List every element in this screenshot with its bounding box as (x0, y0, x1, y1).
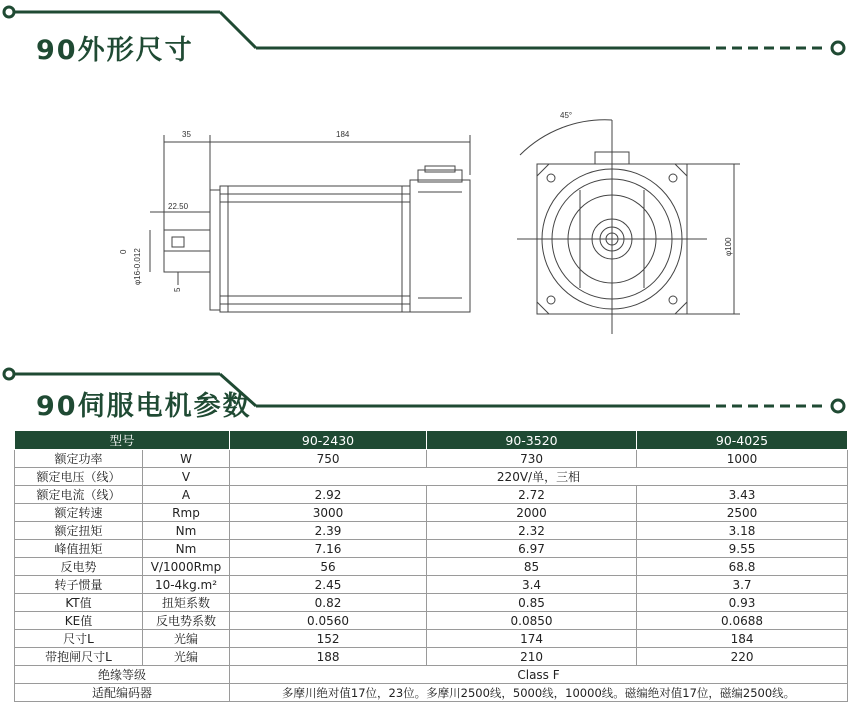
table-row (15, 522, 848, 540)
table-row (15, 450, 848, 468)
param-value: 152 (230, 630, 427, 648)
dim-184-label: 184 (336, 130, 350, 139)
param-value: 2000 (427, 504, 637, 522)
param-name: 转子惯量 (15, 576, 143, 594)
param-unit: Nm (143, 522, 230, 540)
dim-shaft-label: φ16-0.012 (133, 248, 142, 285)
section-title: 90外形尺寸 (36, 35, 194, 66)
param-value: 220V/单，三相 (230, 468, 848, 486)
param-unit: 反电势系数 (143, 612, 230, 630)
dim-35-label: 35 (182, 130, 191, 139)
param-unit: 10-4kg.m² (143, 576, 230, 594)
table-row (15, 612, 848, 630)
param-value: 9.55 (637, 540, 848, 558)
model-column-header: 90-4025 (637, 431, 848, 450)
param-unit: V/1000Rmp (143, 558, 230, 576)
param-value: 2.92 (230, 486, 427, 504)
param-value: 188 (230, 648, 427, 666)
param-value: 730 (427, 450, 637, 468)
param-value: 750 (230, 450, 427, 468)
param-value: 3.18 (637, 522, 848, 540)
param-value: 210 (427, 648, 637, 666)
table-header-row (15, 431, 848, 450)
param-value: 3.43 (637, 486, 848, 504)
table-row (15, 594, 848, 612)
param-name: KT值 (15, 594, 143, 612)
param-value: 2500 (637, 504, 848, 522)
param-unit: 光编 (143, 648, 230, 666)
param-name: 额定转速 (15, 504, 143, 522)
dim-45-label: 45° (560, 111, 573, 120)
dim-shaft-upper-label: 0 (119, 249, 128, 254)
param-value: 0.0850 (427, 612, 637, 630)
param-name: 绝缘等级 (15, 666, 230, 684)
section-title: 90伺服电机参数 (36, 391, 252, 422)
servo-parameter-table (14, 430, 848, 702)
param-value: 56 (230, 558, 427, 576)
section-header-dimensions (0, 0, 864, 66)
param-name: 适配编码器 (15, 684, 230, 702)
table-row (15, 486, 848, 504)
motor-dimension-drawing (0, 80, 864, 350)
param-name: 峰值扭矩 (15, 540, 143, 558)
param-unit: A (143, 486, 230, 504)
table-row (15, 666, 848, 684)
param-value: Class F (230, 666, 848, 684)
param-value: 0.82 (230, 594, 427, 612)
param-value: 多摩川绝对值17位，23位。多摩川2500线，5000线，10000线。磁编绝对值17位，磁编2500线。 (230, 684, 848, 702)
table-row (15, 648, 848, 666)
param-value: 0.93 (637, 594, 848, 612)
param-value: 3.4 (427, 576, 637, 594)
param-value: 174 (427, 630, 637, 648)
param-value: 3000 (230, 504, 427, 522)
param-value: 2.72 (427, 486, 637, 504)
param-value: 184 (637, 630, 848, 648)
param-unit: 扭矩系数 (143, 594, 230, 612)
model-column-header: 90-2430 (230, 431, 427, 450)
table-row (15, 684, 848, 702)
param-value: 7.16 (230, 540, 427, 558)
dim-100-label: φ100 (724, 237, 733, 256)
param-name: 额定功率 (15, 450, 143, 468)
param-name: 反电势 (15, 558, 143, 576)
param-value: 0.85 (427, 594, 637, 612)
param-unit: V (143, 468, 230, 486)
param-unit: W (143, 450, 230, 468)
param-value: 2.39 (230, 522, 427, 540)
param-name: 额定电压（线） (15, 468, 143, 486)
param-value: 85 (427, 558, 637, 576)
table-row (15, 468, 848, 486)
param-name: 带抱闸尺寸L (15, 648, 143, 666)
param-value: 1000 (637, 450, 848, 468)
table-row (15, 558, 848, 576)
model-column-header: 90-3520 (427, 431, 637, 450)
model-header: 型号 (15, 431, 230, 450)
param-value: 3.7 (637, 576, 848, 594)
param-unit: 光编 (143, 630, 230, 648)
table-row (15, 576, 848, 594)
param-value: 2.32 (427, 522, 637, 540)
table-row (15, 504, 848, 522)
param-value: 220 (637, 648, 848, 666)
param-name: 尺寸L (15, 630, 143, 648)
param-name: 额定电流（线） (15, 486, 143, 504)
param-unit: Rmp (143, 504, 230, 522)
param-name: 额定扭矩 (15, 522, 143, 540)
param-value: 2.45 (230, 576, 427, 594)
section-header-parameters (0, 362, 864, 422)
param-unit: Nm (143, 540, 230, 558)
param-value: 6.97 (427, 540, 637, 558)
param-name: KE值 (15, 612, 143, 630)
dim-5-label: 5 (173, 287, 182, 292)
table-row (15, 540, 848, 558)
param-value: 68.8 (637, 558, 848, 576)
param-value: 0.0560 (230, 612, 427, 630)
table-row (15, 630, 848, 648)
param-value: 0.0688 (637, 612, 848, 630)
dim-22-50-label: 22.50 (168, 202, 189, 211)
